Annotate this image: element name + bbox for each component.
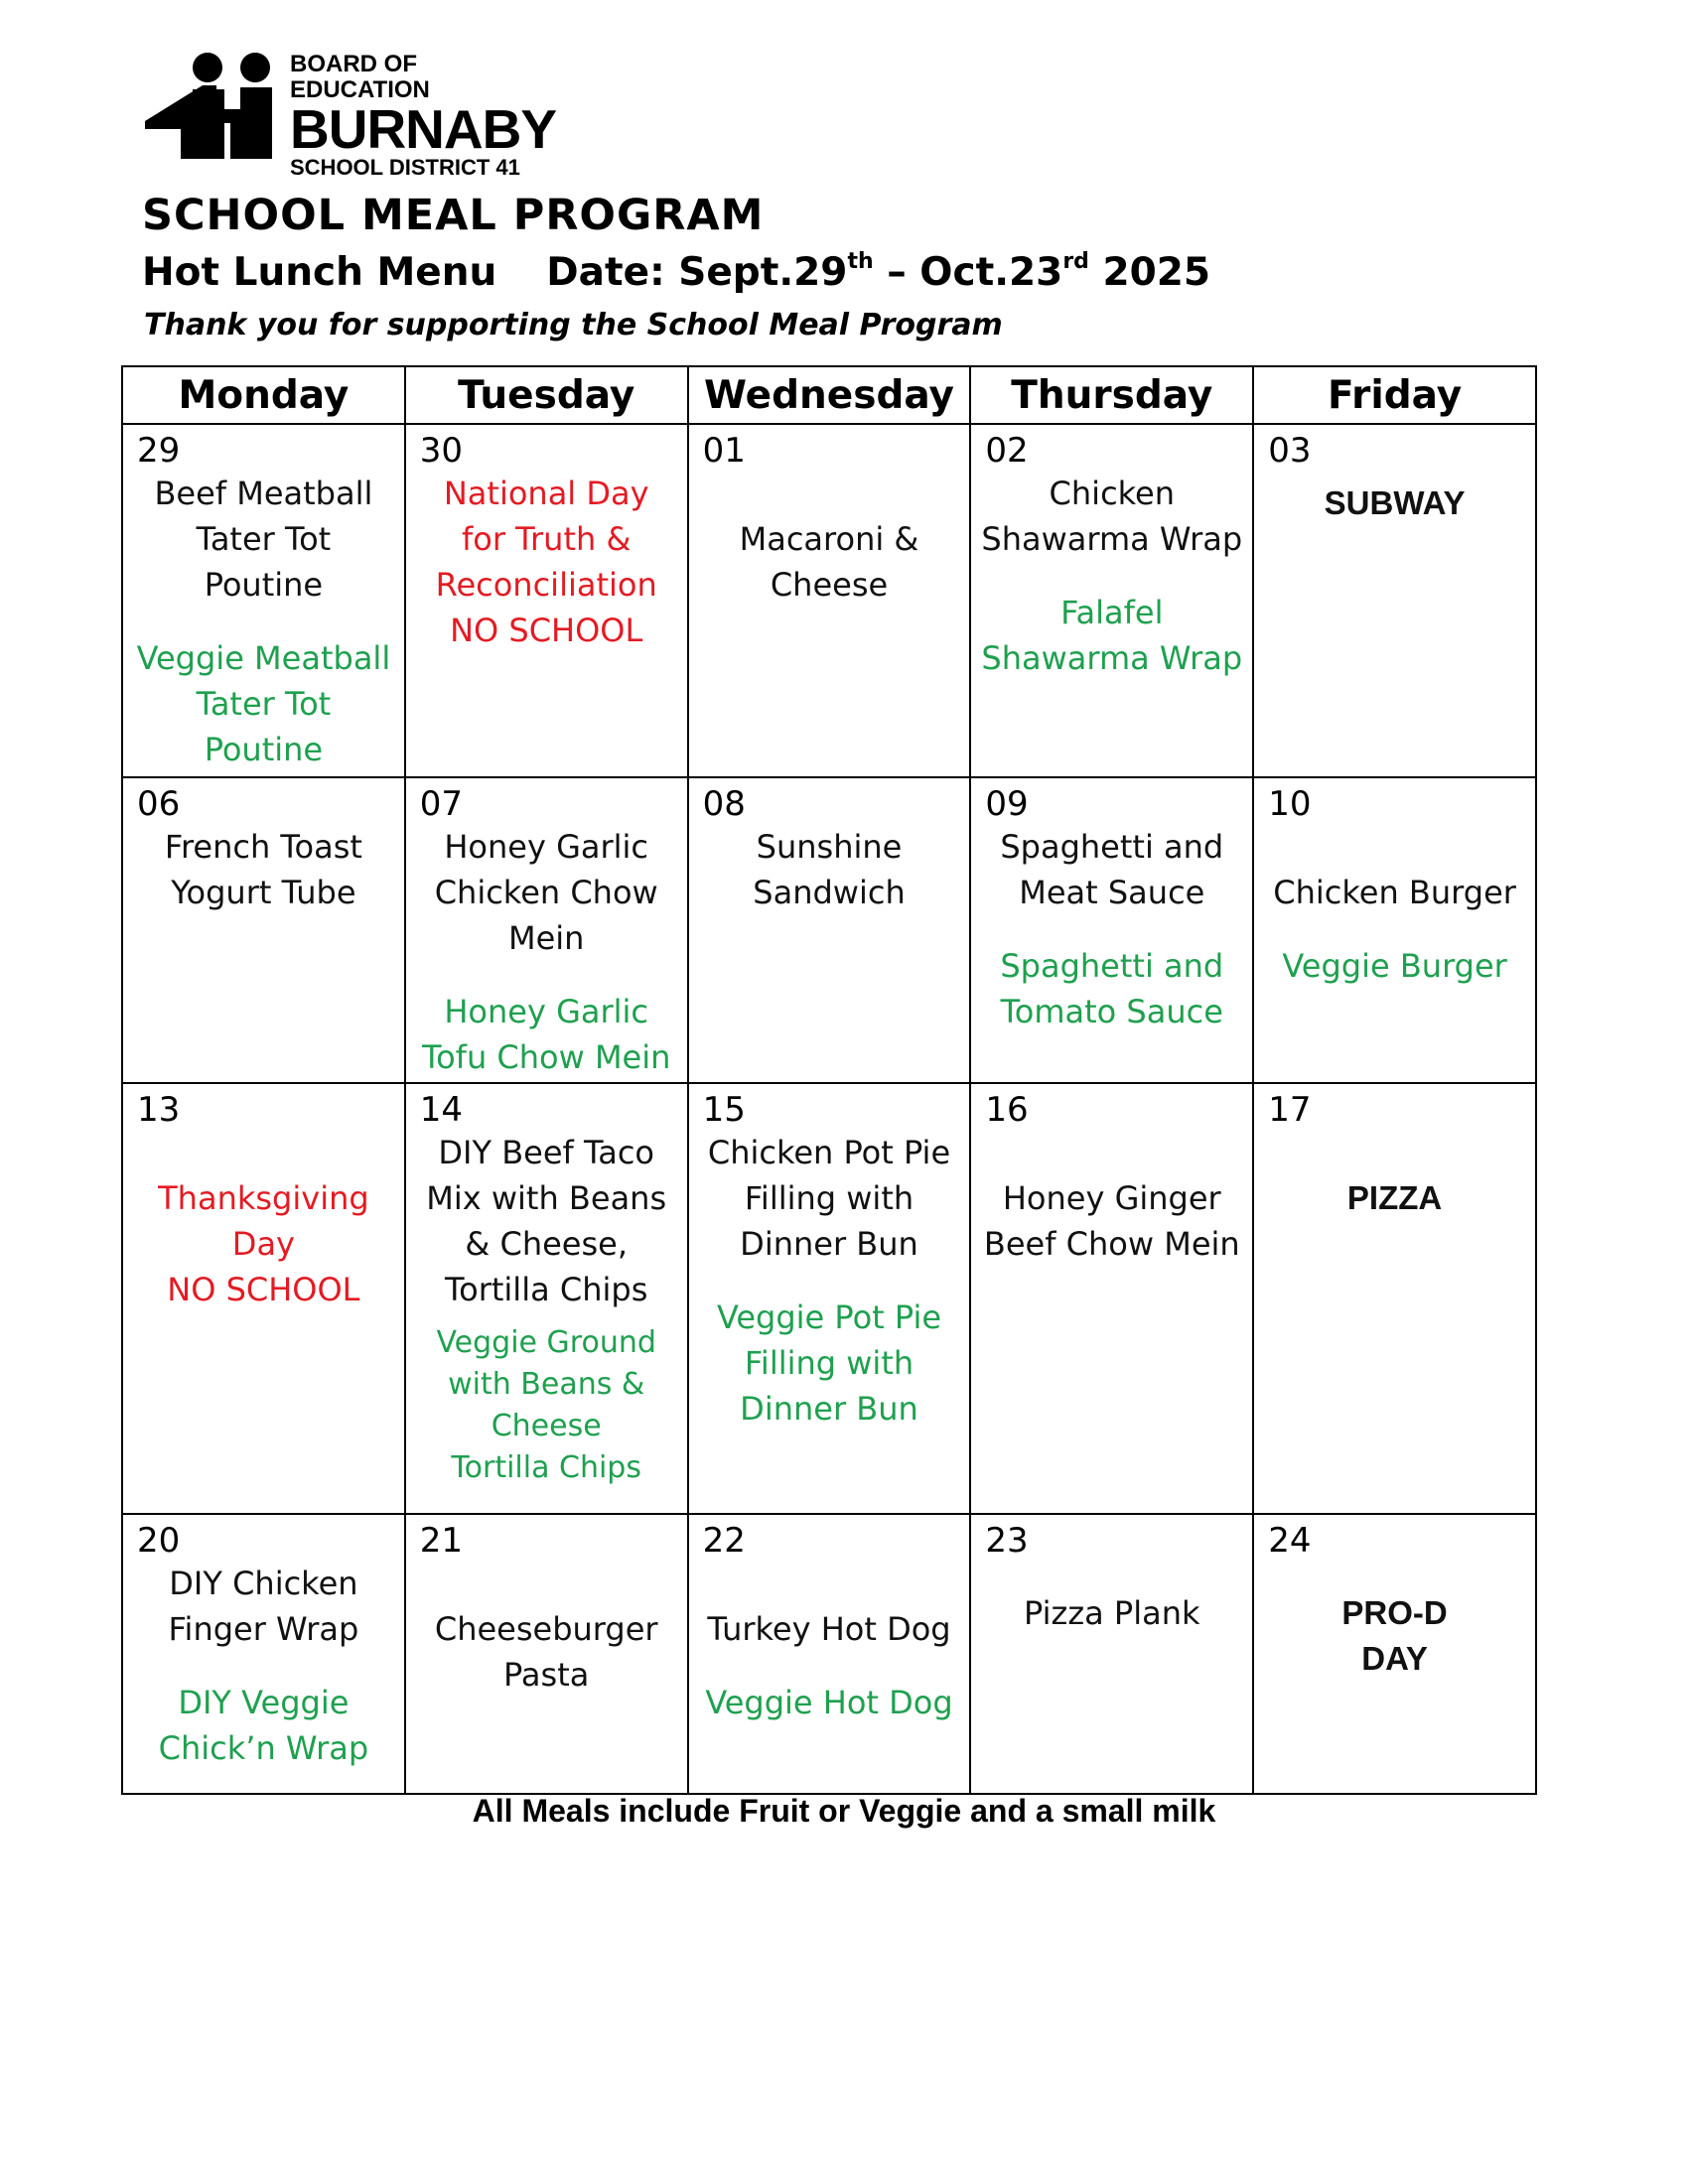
meal-line: Sandwich xyxy=(753,874,906,911)
date-prefix: Date: Sept.29 xyxy=(546,250,848,295)
day-number: 15 xyxy=(702,1090,746,1130)
date-suffix-2: rd xyxy=(1062,249,1089,274)
menu-calendar xyxy=(121,365,1537,1795)
day-number: 06 xyxy=(137,784,181,824)
day-number: 13 xyxy=(137,1090,181,1130)
day-cell xyxy=(405,1514,688,1794)
main-meal xyxy=(123,471,404,608)
org-board: BOARD OF EDUCATION xyxy=(290,51,430,103)
day-cell xyxy=(970,777,1253,1083)
day-number: 02 xyxy=(985,431,1029,471)
day-number: 14 xyxy=(419,1090,464,1130)
notice-line: Day xyxy=(231,1225,295,1263)
meal-line: Pasta xyxy=(503,1656,590,1694)
meal-line: Tortilla Chips xyxy=(451,1450,641,1485)
page-title: SCHOOL MEAL PROGRAM xyxy=(142,191,765,240)
notice-line: for Truth & xyxy=(461,520,632,558)
weekday-header: Friday xyxy=(1253,366,1536,424)
no-school-notice xyxy=(123,1130,404,1312)
meal-line: Shawarma Wrap xyxy=(981,520,1243,558)
main-meal xyxy=(689,824,970,915)
date-suffix-1: th xyxy=(847,249,874,274)
meal-line: PIZZA xyxy=(1346,1179,1443,1216)
meal-line: PRO-D xyxy=(1341,1594,1448,1631)
weekday-header: Monday xyxy=(122,366,405,424)
meal-line: Filling with xyxy=(744,1344,914,1382)
meal-line: Honey Garlic xyxy=(444,993,649,1030)
meal-line: Filling with xyxy=(744,1179,914,1217)
meal-line: Chicken xyxy=(1049,475,1176,512)
meal-line: Cheeseburger xyxy=(434,1610,658,1648)
meal-line: Veggie Ground xyxy=(436,1325,656,1360)
day-cell xyxy=(688,424,971,777)
notice-line: Thanksgiving xyxy=(158,1179,369,1217)
meal-line: Macaroni & xyxy=(739,520,919,558)
meal-line: Yogurt Tube xyxy=(171,874,356,911)
date-mid: – Oct.23 xyxy=(873,250,1063,295)
footer-note: All Meals include Fruit or Veggie and a small milk xyxy=(472,1793,1216,1829)
main-meal xyxy=(406,1130,687,1312)
veggie-meal xyxy=(406,989,687,1080)
meal-line: Sunshine xyxy=(756,828,903,866)
special-meal xyxy=(1254,1130,1535,1221)
day-cell xyxy=(970,1514,1253,1794)
weekday-header-row xyxy=(122,366,1536,424)
no-school-notice xyxy=(406,471,687,653)
special-meal xyxy=(1254,471,1535,526)
meal-line: Tater Tot xyxy=(196,685,332,723)
day-number: 21 xyxy=(419,1521,464,1561)
meal-line: Pizza Plank xyxy=(1024,1594,1200,1632)
day-number: 17 xyxy=(1268,1090,1312,1130)
notice-line: Reconciliation xyxy=(435,566,657,604)
day-cell xyxy=(1253,1514,1536,1794)
org-name: BURNABY xyxy=(290,98,556,160)
meal-line: Cheese xyxy=(770,566,889,604)
meal-line: Shawarma Wrap xyxy=(981,639,1243,677)
meal-line: Mix with Beans xyxy=(426,1179,667,1217)
meal-line: SUBWAY xyxy=(1324,484,1466,521)
day-cell xyxy=(122,1514,405,1794)
meal-line: Dinner Bun xyxy=(740,1390,918,1428)
meal-line: Tomato Sauce xyxy=(1000,993,1223,1030)
meal-line: Tater Tot xyxy=(196,520,332,558)
day-cell xyxy=(1253,1083,1536,1514)
weekday-header: Thursday xyxy=(970,366,1253,424)
meal-line: DAY xyxy=(1361,1640,1428,1677)
meal-line: Dinner Bun xyxy=(740,1225,918,1263)
day-number: 03 xyxy=(1268,431,1312,471)
week-row xyxy=(122,424,1536,777)
meal-line: & Cheese, xyxy=(465,1225,629,1263)
day-number: 30 xyxy=(419,431,464,471)
main-meal xyxy=(971,1561,1252,1636)
day-number: 01 xyxy=(702,431,746,471)
meal-line: Beef Chow Mein xyxy=(983,1225,1240,1263)
day-number: 29 xyxy=(137,431,181,471)
day-cell xyxy=(405,1083,688,1514)
meal-line: Beef Meatball xyxy=(154,475,373,512)
meal-line: Chick’n Wrap xyxy=(158,1729,369,1767)
meal-line: Veggie Burger xyxy=(1282,947,1507,985)
day-number: 09 xyxy=(985,784,1029,824)
day-number: 16 xyxy=(985,1090,1029,1130)
district-logo xyxy=(145,51,556,180)
meal-line: Chicken Chow xyxy=(434,874,658,911)
special-meal xyxy=(1254,1561,1535,1682)
veggie-meal xyxy=(123,1680,404,1771)
main-meal xyxy=(1254,824,1535,915)
day-cell xyxy=(122,424,405,777)
notice-line: National Day xyxy=(443,475,649,512)
day-cell xyxy=(688,777,971,1083)
veggie-meal xyxy=(689,1295,970,1432)
meal-line: Veggie Meatball xyxy=(136,639,391,677)
day-cell xyxy=(688,1083,971,1514)
day-cell xyxy=(1253,777,1536,1083)
meal-line: Spaghetti and xyxy=(1000,947,1224,985)
main-meal xyxy=(406,1561,687,1698)
day-cell xyxy=(970,424,1253,777)
meal-line: Poutine xyxy=(204,566,324,604)
veggie-meal xyxy=(971,590,1252,681)
veggie-meal xyxy=(1254,943,1535,989)
meal-line: DIY Beef Taco xyxy=(438,1134,654,1171)
org-district: SCHOOL DISTRICT 41 xyxy=(290,155,520,180)
menu-label: Hot Lunch Menu xyxy=(142,250,497,295)
meal-line: Veggie Hot Dog xyxy=(705,1684,953,1721)
meal-line: Tortilla Chips xyxy=(445,1271,648,1308)
main-meal xyxy=(123,1561,404,1652)
meal-line: Veggie Pot Pie xyxy=(716,1298,942,1336)
veggie-meal xyxy=(123,635,404,772)
veggie-meal xyxy=(689,1680,970,1725)
meal-line: Tofu Chow Mein xyxy=(421,1038,671,1076)
main-meal xyxy=(406,824,687,961)
menu-date-line xyxy=(142,250,1210,295)
day-cell xyxy=(122,1083,405,1514)
meal-line: Chicken Pot Pie xyxy=(707,1134,951,1171)
day-cell xyxy=(405,777,688,1083)
week-row xyxy=(122,1514,1536,1794)
day-cell xyxy=(970,1083,1253,1514)
week-row xyxy=(122,777,1536,1083)
notice-line: NO SCHOOL xyxy=(450,612,643,649)
meal-line: Mein xyxy=(507,919,585,957)
meal-line: Meat Sauce xyxy=(1019,874,1205,911)
meal-line: Honey Garlic xyxy=(444,828,649,866)
day-cell xyxy=(122,777,405,1083)
week-row xyxy=(122,1083,1536,1514)
main-meal xyxy=(123,824,404,915)
date-year: 2025 xyxy=(1088,250,1211,295)
day-cell xyxy=(405,424,688,777)
meal-line: Falafel xyxy=(1060,594,1164,631)
day-number: 22 xyxy=(702,1521,746,1561)
meal-line: Finger Wrap xyxy=(168,1610,359,1648)
day-number: 07 xyxy=(419,784,464,824)
meal-line: Honey Ginger xyxy=(1002,1179,1221,1217)
meal-line: Turkey Hot Dog xyxy=(707,1610,951,1648)
two-people-house-icon xyxy=(145,52,284,163)
meal-line: French Toast xyxy=(164,828,362,866)
day-cell xyxy=(1253,424,1536,777)
day-number: 23 xyxy=(985,1521,1029,1561)
meal-line: with Beans & xyxy=(448,1367,645,1402)
main-meal xyxy=(971,1130,1252,1267)
main-meal xyxy=(689,1561,970,1652)
weekday-header: Tuesday xyxy=(405,366,688,424)
main-meal xyxy=(971,471,1252,562)
main-meal xyxy=(689,1130,970,1267)
day-number: 20 xyxy=(137,1521,181,1561)
main-meal xyxy=(971,824,1252,915)
thanks-note: Thank you for supporting the School Meal Program xyxy=(144,308,1003,342)
day-cell xyxy=(688,1514,971,1794)
day-number: 24 xyxy=(1268,1521,1312,1561)
meal-line: Spaghetti and xyxy=(1000,828,1224,866)
meal-line: DIY Chicken xyxy=(169,1565,358,1602)
notice-line: NO SCHOOL xyxy=(167,1271,360,1308)
meal-line: DIY Veggie xyxy=(178,1684,350,1721)
weekday-header: Wednesday xyxy=(688,366,971,424)
main-meal xyxy=(689,471,970,608)
veggie-meal xyxy=(971,943,1252,1034)
meal-line: Chicken Burger xyxy=(1273,874,1516,911)
meal-line: Cheese xyxy=(491,1409,602,1443)
day-number: 08 xyxy=(702,784,746,824)
meal-line: Poutine xyxy=(204,731,324,768)
day-number: 10 xyxy=(1268,784,1312,824)
veggie-meal xyxy=(406,1322,687,1489)
